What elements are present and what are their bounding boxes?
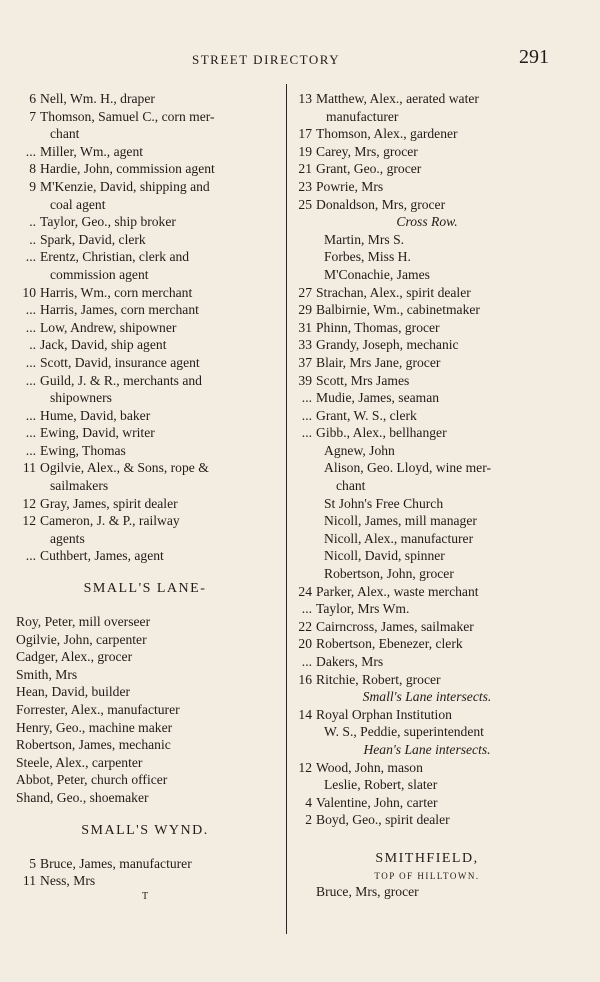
- house-number: 12: [22, 513, 36, 529]
- directory-entry: [292, 178, 562, 196]
- house-number: 9: [29, 178, 36, 194]
- entry-text: Matthew, Alex., aerated water: [316, 91, 479, 106]
- directory-entry: [292, 794, 562, 812]
- directory-entry: [292, 811, 562, 829]
- directory-entry: [16, 301, 274, 319]
- directory-entry: [16, 231, 274, 249]
- directory-entry: [16, 372, 274, 407]
- entry-text: Scott, Mrs James: [316, 372, 410, 388]
- entry-text: Boyd, Geo., spirit dealer: [316, 812, 450, 828]
- directory-entry: [292, 442, 562, 460]
- directory-entry: [292, 706, 562, 724]
- signature-mark: T: [141, 890, 149, 902]
- entry-text: Smith, Mrs: [16, 666, 78, 682]
- entry-text: Ewing, Thomas: [40, 442, 126, 458]
- house-number: 11: [22, 460, 36, 476]
- entry-text: Ritchie, Robert, grocer: [316, 671, 441, 687]
- right-column: [292, 90, 562, 901]
- house-number: ...: [25, 548, 36, 564]
- directory-entry: [292, 635, 562, 653]
- entry-text: Ewing, David, writer: [40, 425, 155, 441]
- directory-entry: [292, 671, 562, 689]
- directory-entry: [292, 495, 562, 513]
- house-number: 21: [298, 161, 312, 177]
- house-number: ...: [25, 354, 36, 370]
- house-number: 10: [22, 284, 36, 300]
- entry-text: Agnew, John: [324, 442, 395, 458]
- entry-text: Scott, David, insurance agent: [40, 354, 200, 370]
- entry-text: Dakers, Mrs: [316, 654, 384, 669]
- entry-text: M'Kenzie, David, shipping and: [40, 178, 210, 194]
- directory-entry: [292, 372, 562, 390]
- entry-text: Grant, Geo., grocer: [316, 161, 422, 177]
- entry-continuation: agents: [50, 530, 85, 546]
- house-number: ...: [25, 442, 36, 458]
- directory-entry: [292, 266, 562, 284]
- entry-text: Harris, Wm., corn merchant: [40, 284, 193, 300]
- house-number: 19: [298, 143, 312, 159]
- directory-entry: [292, 653, 562, 671]
- entry-text: Cuthbert, James, agent: [40, 548, 164, 564]
- entry-text: Leslie, Robert, slater: [324, 777, 438, 793]
- street-subheading: Small's Lane intersects.: [362, 689, 492, 705]
- column-divider: [286, 84, 287, 934]
- entry-text: Mudie, James, seaman: [316, 390, 440, 406]
- house-number: ...: [25, 143, 36, 159]
- entry-text: Blair, Mrs Jane, grocer: [316, 354, 441, 370]
- directory-entry: [16, 736, 274, 754]
- section-subheading-smithfield: TOP OF HILLTOWN.: [374, 870, 480, 881]
- entry-text: Low, Andrew, shipowner: [40, 319, 177, 335]
- house-number: ...: [301, 407, 312, 423]
- entry-text: Grandy, Joseph, mechanic: [316, 337, 459, 353]
- section-heading-smalls-wynd: SMALL'S WYND.: [81, 822, 209, 838]
- directory-entry: [16, 701, 274, 719]
- directory-entry: [16, 160, 274, 178]
- entry-text: Gibb., Alex., bellhanger: [316, 425, 447, 441]
- house-number: 33: [298, 337, 312, 353]
- smithfield-list: [292, 883, 562, 901]
- directory-entry: [292, 530, 562, 548]
- entry-text: Forbes, Miss H.: [324, 249, 411, 265]
- directory-entry: [16, 284, 274, 302]
- entry-text: Hardie, John, commission agent: [40, 161, 215, 177]
- left-column: [16, 90, 274, 904]
- house-number: 39: [298, 372, 312, 388]
- directory-entry: [292, 883, 562, 901]
- directory-entry: [292, 248, 562, 266]
- house-number: ..: [29, 214, 36, 230]
- directory-entry: [292, 160, 562, 178]
- directory-entry: [16, 108, 274, 143]
- entry-text: Shand, Geo., shoemaker: [16, 789, 149, 805]
- entry-text: Robertson, John, grocer: [324, 566, 454, 582]
- entry-text: Gray, James, spirit dealer: [40, 495, 178, 511]
- directory-entry: [292, 583, 562, 601]
- house-number: ...: [301, 390, 312, 406]
- entry-text: Carey, Mrs, grocer: [316, 143, 418, 159]
- directory-entry: [16, 495, 274, 513]
- entry-text: Robertson, James, mechanic: [16, 737, 171, 753]
- entry-text: Powrie, Mrs: [316, 178, 384, 194]
- entry-text: Grant, W. S., clerk: [316, 407, 417, 423]
- directory-entry: [292, 389, 562, 407]
- directory-entry: [16, 648, 274, 666]
- directory-entry: [16, 178, 274, 213]
- directory-entry: [292, 231, 562, 249]
- entry-text: Erentz, Christian, clerk and: [40, 249, 190, 265]
- entry-text: Thomson, Alex., gardener: [316, 126, 458, 142]
- entry-text: St John's Free Church: [324, 495, 444, 511]
- entry-text: Spark, David, clerk: [40, 231, 146, 247]
- directory-entry: [16, 719, 274, 737]
- directory-entry: [292, 759, 562, 777]
- house-number: ...: [25, 302, 36, 318]
- house-number: ...: [301, 425, 312, 441]
- right-entry-list: [292, 90, 562, 829]
- house-number: 13: [298, 91, 312, 106]
- entry-text: Abbot, Peter, church officer: [16, 772, 168, 788]
- house-number: ...: [25, 319, 36, 335]
- entry-text: Cadger, Alex., grocer: [16, 649, 133, 665]
- entry-text: Miller, Wm., agent: [40, 143, 144, 159]
- house-number: 6: [29, 91, 36, 106]
- entry-text: Robertson, Ebenezer, clerk: [316, 636, 463, 652]
- directory-entry: [16, 872, 274, 890]
- entry-text: Nicoll, David, spinner: [324, 548, 445, 564]
- directory-entry: [16, 754, 274, 772]
- directory-entry: [16, 631, 274, 649]
- entry-text: Roy, Peter, mill overseer: [16, 614, 151, 630]
- entry-text: Nicoll, James, mill manager: [324, 513, 477, 529]
- house-number: 12: [22, 495, 36, 511]
- directory-entry: [292, 196, 562, 214]
- running-title: STREET DIRECTORY: [192, 52, 341, 67]
- entry-text: Jack, David, ship agent: [40, 337, 167, 353]
- entry-text: Phinn, Thomas, grocer: [316, 319, 440, 335]
- entry-text: Wood, John, mason: [316, 759, 423, 775]
- entry-continuation: shipowners: [50, 390, 112, 406]
- directory-entry: [16, 789, 274, 807]
- entry-text: Donaldson, Mrs, grocer: [316, 196, 446, 212]
- house-number: 12: [298, 759, 312, 775]
- entry-continuation: commission agent: [50, 266, 149, 282]
- house-number: ...: [301, 654, 312, 669]
- directory-entry: [16, 442, 274, 460]
- directory-entry: [292, 336, 562, 354]
- house-number: ...: [25, 425, 36, 441]
- entry-text: Alison, Geo. Lloyd, wine mer-: [324, 460, 491, 476]
- directory-entry: [16, 855, 274, 873]
- house-number: ..: [29, 337, 36, 353]
- directory-entry: [16, 459, 274, 494]
- entry-text: Valentine, John, carter: [316, 794, 438, 810]
- directory-entry: [16, 248, 274, 283]
- entry-text: Ogilvie, Alex., & Sons, rope &: [40, 460, 209, 476]
- page-header: [0, 46, 600, 72]
- smalls-wynd-list: [16, 855, 274, 890]
- directory-entry: [292, 600, 562, 618]
- section-heading-smithfield: SMITHFIELD,: [375, 850, 479, 866]
- section-heading-smalls-lane: SMALL'S LANE-: [83, 581, 207, 597]
- house-number: 23: [298, 178, 312, 194]
- house-number: 5: [29, 855, 36, 871]
- entry-continuation: manufacturer: [326, 108, 399, 124]
- directory-entry: [292, 618, 562, 636]
- directory-entry: [16, 354, 274, 372]
- directory-entry: [16, 424, 274, 442]
- directory-entry: [292, 407, 562, 425]
- directory-entry: [16, 547, 274, 565]
- house-number: 29: [298, 302, 312, 318]
- house-number: 11: [22, 873, 36, 889]
- entry-text: M'Conachie, James: [324, 266, 430, 282]
- entry-text: Cameron, J. & P., railway: [40, 513, 180, 529]
- house-number: ...: [25, 249, 36, 265]
- directory-entry: [292, 90, 562, 125]
- left-entry-list: [16, 90, 274, 565]
- directory-entry: [16, 512, 274, 547]
- page-number: 291: [519, 46, 549, 68]
- entry-text: Royal Orphan Institution: [316, 706, 452, 722]
- directory-entry: [292, 565, 562, 583]
- entry-text: Harris, James, corn merchant: [40, 302, 199, 318]
- directory-entry: [16, 213, 274, 231]
- entry-text: Ness, Mrs: [40, 873, 96, 889]
- house-number: 2: [305, 812, 312, 828]
- entry-continuation: chant: [50, 126, 80, 142]
- directory-entry: [292, 547, 562, 565]
- directory-entry: [16, 90, 274, 108]
- directory-entry: [16, 143, 274, 161]
- directory-entry: [16, 613, 274, 631]
- entry-text: Guild, J. & R., merchants and: [40, 372, 202, 388]
- house-number: 20: [298, 636, 312, 652]
- house-number: 4: [305, 794, 312, 810]
- directory-entry: [292, 723, 562, 741]
- house-number: 8: [29, 161, 36, 177]
- entry-text: Ogilvie, John, carpenter: [16, 631, 147, 647]
- entry-text: Bruce, Mrs, grocer: [316, 883, 419, 899]
- entry-text: Henry, Geo., machine maker: [16, 719, 173, 735]
- directory-entry: [292, 143, 562, 161]
- directory-entry: [16, 771, 274, 789]
- house-number: ...: [25, 407, 36, 423]
- entry-text: Bruce, James, manufacturer: [40, 855, 192, 871]
- house-number: 7: [29, 108, 36, 124]
- entry-text: Taylor, Geo., ship broker: [40, 214, 176, 230]
- entry-text: Nicoll, Alex., manufacturer: [324, 530, 474, 546]
- entry-text: Balbirnie, Wm., cabinetmaker: [316, 302, 480, 318]
- directory-entry: [16, 336, 274, 354]
- directory-entry: [292, 424, 562, 442]
- street-subheading: Cross Row.: [396, 214, 458, 230]
- entry-text: Nell, Wm. H., draper: [40, 91, 155, 106]
- house-number: ...: [301, 601, 312, 617]
- entry-text: Cairncross, James, sailmaker: [316, 618, 474, 634]
- directory-entry: [292, 301, 562, 319]
- entry-text: Hean, David, builder: [16, 684, 131, 700]
- entry-continuation: coal agent: [50, 196, 106, 212]
- house-number: 16: [298, 671, 312, 687]
- entry-text: Parker, Alex., waste merchant: [316, 583, 479, 599]
- entry-text: Strachan, Alex., spirit dealer: [316, 284, 471, 300]
- entry-text: W. S., Peddie, superintendent: [324, 724, 484, 740]
- house-number: 24: [298, 583, 312, 599]
- house-number: 25: [298, 196, 312, 212]
- house-number: ..: [29, 231, 36, 247]
- house-number: 27: [298, 284, 312, 300]
- directory-entry: [292, 776, 562, 794]
- entry-text: Taylor, Mrs Wm.: [316, 601, 410, 617]
- entry-text: Forrester, Alex., manufacturer: [16, 702, 180, 717]
- house-number: 37: [298, 354, 312, 370]
- house-number: 17: [298, 126, 312, 142]
- entry-continuation: sailmakers: [50, 478, 109, 494]
- street-subheading: Hean's Lane intersects.: [363, 741, 491, 757]
- directory-entry: [292, 459, 562, 494]
- house-number: 22: [298, 618, 312, 634]
- smalls-lane-list: [16, 613, 274, 807]
- directory-entry: [292, 354, 562, 372]
- entry-text: Thomson, Samuel C., corn mer-: [40, 108, 215, 124]
- entry-text: Hume, David, baker: [40, 407, 151, 423]
- directory-entry: [292, 125, 562, 143]
- entry-continuation: chant: [336, 478, 366, 494]
- directory-entry: [16, 683, 274, 701]
- directory-entry: [16, 319, 274, 337]
- directory-entry: [292, 319, 562, 337]
- entry-text: Steele, Alex., carpenter: [16, 754, 143, 770]
- house-number: ...: [25, 372, 36, 388]
- house-number: 14: [298, 706, 312, 722]
- directory-entry: [16, 407, 274, 425]
- entry-text: Martin, Mrs S.: [324, 231, 405, 247]
- house-number: 31: [298, 319, 312, 335]
- directory-entry: [16, 666, 274, 684]
- directory-entry: [292, 512, 562, 530]
- directory-entry: [292, 284, 562, 302]
